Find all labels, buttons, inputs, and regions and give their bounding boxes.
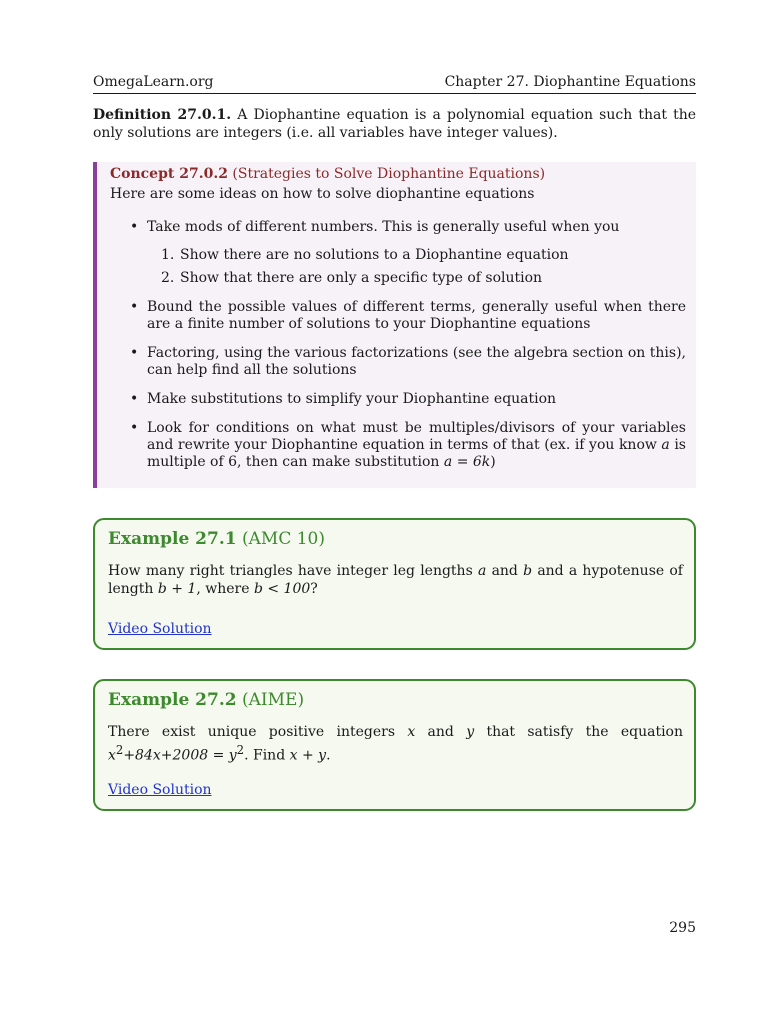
example-label: Example 27.2 <box>108 690 237 710</box>
problem-text: that satisfy the equation <box>474 724 683 740</box>
math-expression: b < 100 <box>253 581 311 597</box>
concept-intro: Here are some ideas on how to solve diophantine equations <box>110 186 535 202</box>
math-expression: +84x+2008 = y <box>123 747 237 764</box>
problem-text: How many right triangles have integer leg lengths <box>108 563 478 579</box>
problem-text: ? <box>310 581 318 597</box>
problem-text: . Find <box>244 747 290 764</box>
header-chapter: Chapter 27. Diophantine Equations <box>444 74 696 90</box>
example-source: (AMC 10) <box>236 529 325 549</box>
math-exponent: 2 <box>236 743 245 757</box>
example-label: Example 27.1 <box>108 529 237 549</box>
math-variable: a <box>661 437 670 453</box>
concept-subtitle: (Strategies to Solve Diophantine Equations) <box>227 166 546 182</box>
video-solution-link[interactable]: Video Solution <box>108 782 212 798</box>
sub-item-number: 1. <box>161 247 175 263</box>
bullet-conditions-text: ) <box>490 454 496 470</box>
math-variable: y <box>466 724 475 740</box>
sub-item-text: Show that there are only a specific type of solution <box>180 270 543 286</box>
list-item <box>147 270 686 287</box>
math-expression: b + 1 <box>157 581 197 597</box>
sub-item-number: 2. <box>161 270 175 286</box>
document-page <box>93 0 696 1024</box>
strategy-list <box>110 219 686 483</box>
bullet-substitutions-text: Make substitutions to simplify your Diophantine equation <box>147 391 557 407</box>
problem-text: and a hypotenuse of length <box>108 563 683 597</box>
sub-item-text: Show there are no solutions to a Diophantine equation <box>180 247 569 263</box>
list-item <box>110 345 686 379</box>
example-source: (AIME) <box>236 690 305 710</box>
running-header <box>93 73 696 91</box>
header-rule <box>93 93 696 94</box>
definition-label: Definition 27.0.1. <box>93 107 232 123</box>
example-box <box>93 679 696 811</box>
math-variable: a <box>477 563 487 579</box>
bullet-bound-text: Bound the possible values of different terms, generally useful when there are a finite number of solutions to your Diophantine equations <box>147 299 686 332</box>
problem-text: and <box>415 724 467 740</box>
list-item <box>110 391 686 408</box>
concept-label: Concept 27.0.2 <box>110 166 228 182</box>
concept-title <box>110 165 545 183</box>
bullet-factoring-text: Factoring, using the various factorizations (see the algebra section on this), can help find all the solutions <box>147 345 686 378</box>
problem-text: There exist unique positive integers <box>108 724 408 740</box>
example-box <box>93 518 696 650</box>
example-title <box>108 689 304 711</box>
list-item <box>110 420 686 471</box>
page-number: 295 <box>669 920 696 936</box>
math-expression: x + y <box>289 747 327 764</box>
math-variable: x <box>407 724 416 740</box>
bullet-mods-text: Take mods of different numbers. This is generally useful when you <box>147 219 620 235</box>
definition-block <box>93 106 696 142</box>
example-problem <box>108 723 683 765</box>
bullet-conditions-text: is multiple of 6, then can make substitution <box>147 437 686 470</box>
bullet-conditions-text: Look for conditions on what must be multiples/divisors of your variables and rewrite your Diophantine equation in terms of that (ex. if you know <box>147 420 686 453</box>
example-title <box>108 528 325 550</box>
example-problem <box>108 562 683 598</box>
math-exponent: 2 <box>115 743 124 757</box>
list-item <box>147 247 686 264</box>
video-solution-link[interactable]: Video Solution <box>108 621 212 637</box>
math-expression: x <box>108 747 116 764</box>
sub-list <box>147 247 686 287</box>
definition-text: A Diophantine equation is a polynomial equation such that the only solutions are integers (i.e. all variables have integer values). <box>93 107 696 141</box>
list-item <box>110 299 686 333</box>
problem-text: . <box>326 747 331 764</box>
header-site: OmegaLearn.org <box>93 74 214 90</box>
math-expression: a = 6k <box>443 454 491 470</box>
problem-text: , where <box>196 581 254 597</box>
list-item <box>110 219 686 287</box>
math-variable: b <box>523 563 533 579</box>
concept-box <box>93 162 696 488</box>
problem-text: and <box>486 563 524 579</box>
